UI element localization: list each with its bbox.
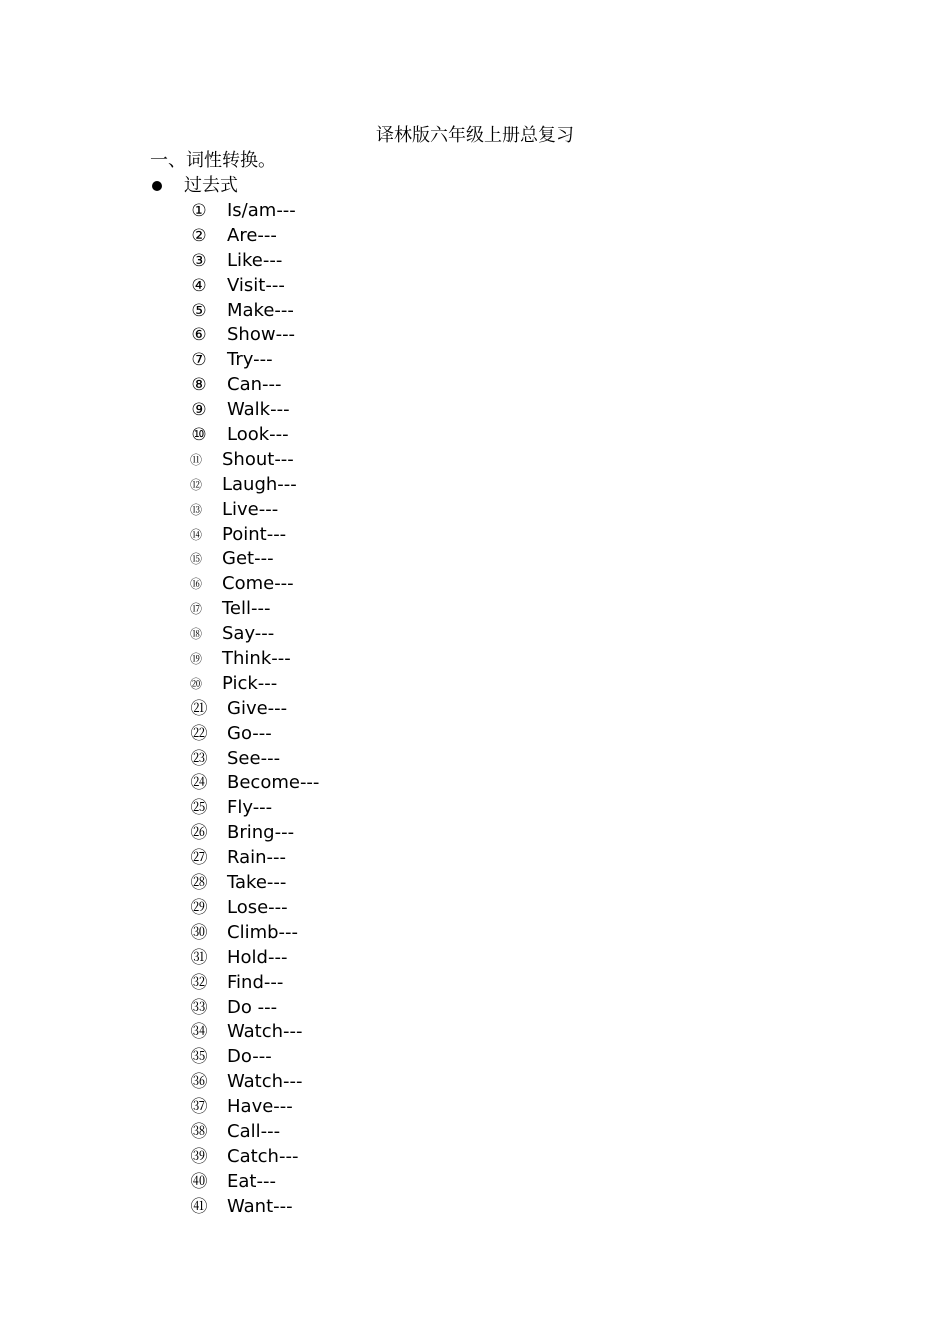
bullet-label: 过去式 xyxy=(184,175,238,196)
item-number-marker: ㉒ xyxy=(190,723,208,744)
item-number-marker: ② xyxy=(191,225,207,246)
item-number-marker: ㊳ xyxy=(190,1121,208,1142)
item-word: Is/am--- xyxy=(227,200,296,221)
item-word: Go--- xyxy=(227,722,272,744)
item-word: Are--- xyxy=(227,224,277,246)
item-word: Eat--- xyxy=(227,1170,276,1192)
item-number-marker: ① xyxy=(191,201,207,221)
item-number-marker: ㊶ xyxy=(190,1196,208,1217)
item-number-marker: ㉓ xyxy=(190,748,208,769)
item-word: Say--- xyxy=(222,623,275,645)
section-heading: 一、词性转换。 xyxy=(150,150,276,171)
item-number-marker: ⑮ xyxy=(189,552,202,567)
item-word: Hold--- xyxy=(227,946,288,968)
item-word: Show--- xyxy=(227,324,296,346)
item-number-marker: ⑫ xyxy=(189,477,202,492)
item-word: Do --- xyxy=(227,996,278,1018)
item-word: Watch--- xyxy=(227,1071,303,1093)
item-number-marker: ㉙ xyxy=(190,897,208,918)
item-number-marker: ㉘ xyxy=(190,873,208,894)
item-number-marker: ⑦ xyxy=(191,350,207,371)
item-word: Bring--- xyxy=(227,822,295,844)
item-number-marker: ⑲ xyxy=(189,652,202,667)
item-number-marker: ㉛ xyxy=(190,947,208,968)
item-number-marker: ㉔ xyxy=(190,773,208,794)
item-word: Live--- xyxy=(222,498,279,520)
item-word: Think--- xyxy=(222,648,291,670)
item-number-marker: ⑳ xyxy=(189,676,202,691)
item-word: Take--- xyxy=(227,872,287,894)
item-word: Laugh--- xyxy=(222,473,297,495)
item-word: Walk--- xyxy=(227,399,290,421)
item-number-marker: ⑥ xyxy=(191,325,207,346)
item-word: Pick--- xyxy=(222,672,278,694)
item-word: Climb--- xyxy=(227,921,299,943)
item-word: Like--- xyxy=(227,249,283,271)
item-word: Call--- xyxy=(227,1120,281,1142)
item-word: Have--- xyxy=(227,1096,293,1118)
item-number-marker: ⑨ xyxy=(191,400,207,421)
item-number-marker: ⑧ xyxy=(191,375,207,396)
item-number-marker: ⑩ xyxy=(191,425,207,446)
item-word: See--- xyxy=(227,747,281,769)
item-word: Can--- xyxy=(227,374,282,396)
item-number-marker: ㉗ xyxy=(190,848,208,869)
item-number-marker: ㉚ xyxy=(190,922,208,943)
item-number-marker: ㉕ xyxy=(190,798,208,819)
item-word: Look--- xyxy=(227,424,289,446)
item-word: Come--- xyxy=(222,573,294,595)
item-number-marker: ⑪ xyxy=(189,452,202,467)
item-word: Point--- xyxy=(222,523,287,545)
item-number-marker: ③ xyxy=(191,250,207,271)
item-word: Rain--- xyxy=(227,847,287,869)
item-number-marker: ㉟ xyxy=(190,1047,208,1068)
item-word: Do--- xyxy=(227,1046,272,1068)
item-word: Become--- xyxy=(227,772,320,794)
item-number-marker: ⑰ xyxy=(189,602,202,617)
item-number-marker: ㉑ xyxy=(190,698,208,719)
item-number-marker: ④ xyxy=(191,275,207,296)
item-word: Shout--- xyxy=(222,448,294,470)
bullet-dot-icon xyxy=(152,181,162,191)
item-number-marker: ㊵ xyxy=(190,1171,208,1192)
item-number-marker: ㉜ xyxy=(190,972,208,993)
item-number-marker: ㊴ xyxy=(190,1146,208,1167)
item-number-marker: ⑯ xyxy=(189,577,202,592)
item-number-marker: ㉝ xyxy=(190,997,208,1018)
item-number-marker: ㊱ xyxy=(190,1072,208,1093)
item-word: Make--- xyxy=(227,299,294,321)
item-word: Try--- xyxy=(227,349,273,371)
item-number-marker: ㉞ xyxy=(190,1022,208,1043)
item-word: Fly--- xyxy=(227,797,273,819)
item-word: Get--- xyxy=(222,548,274,570)
document-title: 译林版六年级上册总复习 xyxy=(376,125,574,146)
item-word: Watch--- xyxy=(227,1021,303,1043)
item-number-marker: ⑤ xyxy=(191,300,207,321)
item-word: Catch--- xyxy=(227,1145,299,1167)
item-word: Want--- xyxy=(227,1195,293,1217)
item-word: Visit--- xyxy=(227,274,285,296)
item-number-marker: ㊲ xyxy=(190,1097,208,1118)
item-word: Lose--- xyxy=(227,896,288,918)
item-word: Tell--- xyxy=(222,598,271,620)
item-number-marker: ㉖ xyxy=(190,823,208,844)
item-word: Give--- xyxy=(227,697,288,719)
item-number-marker: ⑱ xyxy=(189,627,202,642)
item-number-marker: ⑭ xyxy=(189,527,202,542)
item-word: Find--- xyxy=(227,971,284,993)
item-number-marker: ⑬ xyxy=(189,502,202,517)
